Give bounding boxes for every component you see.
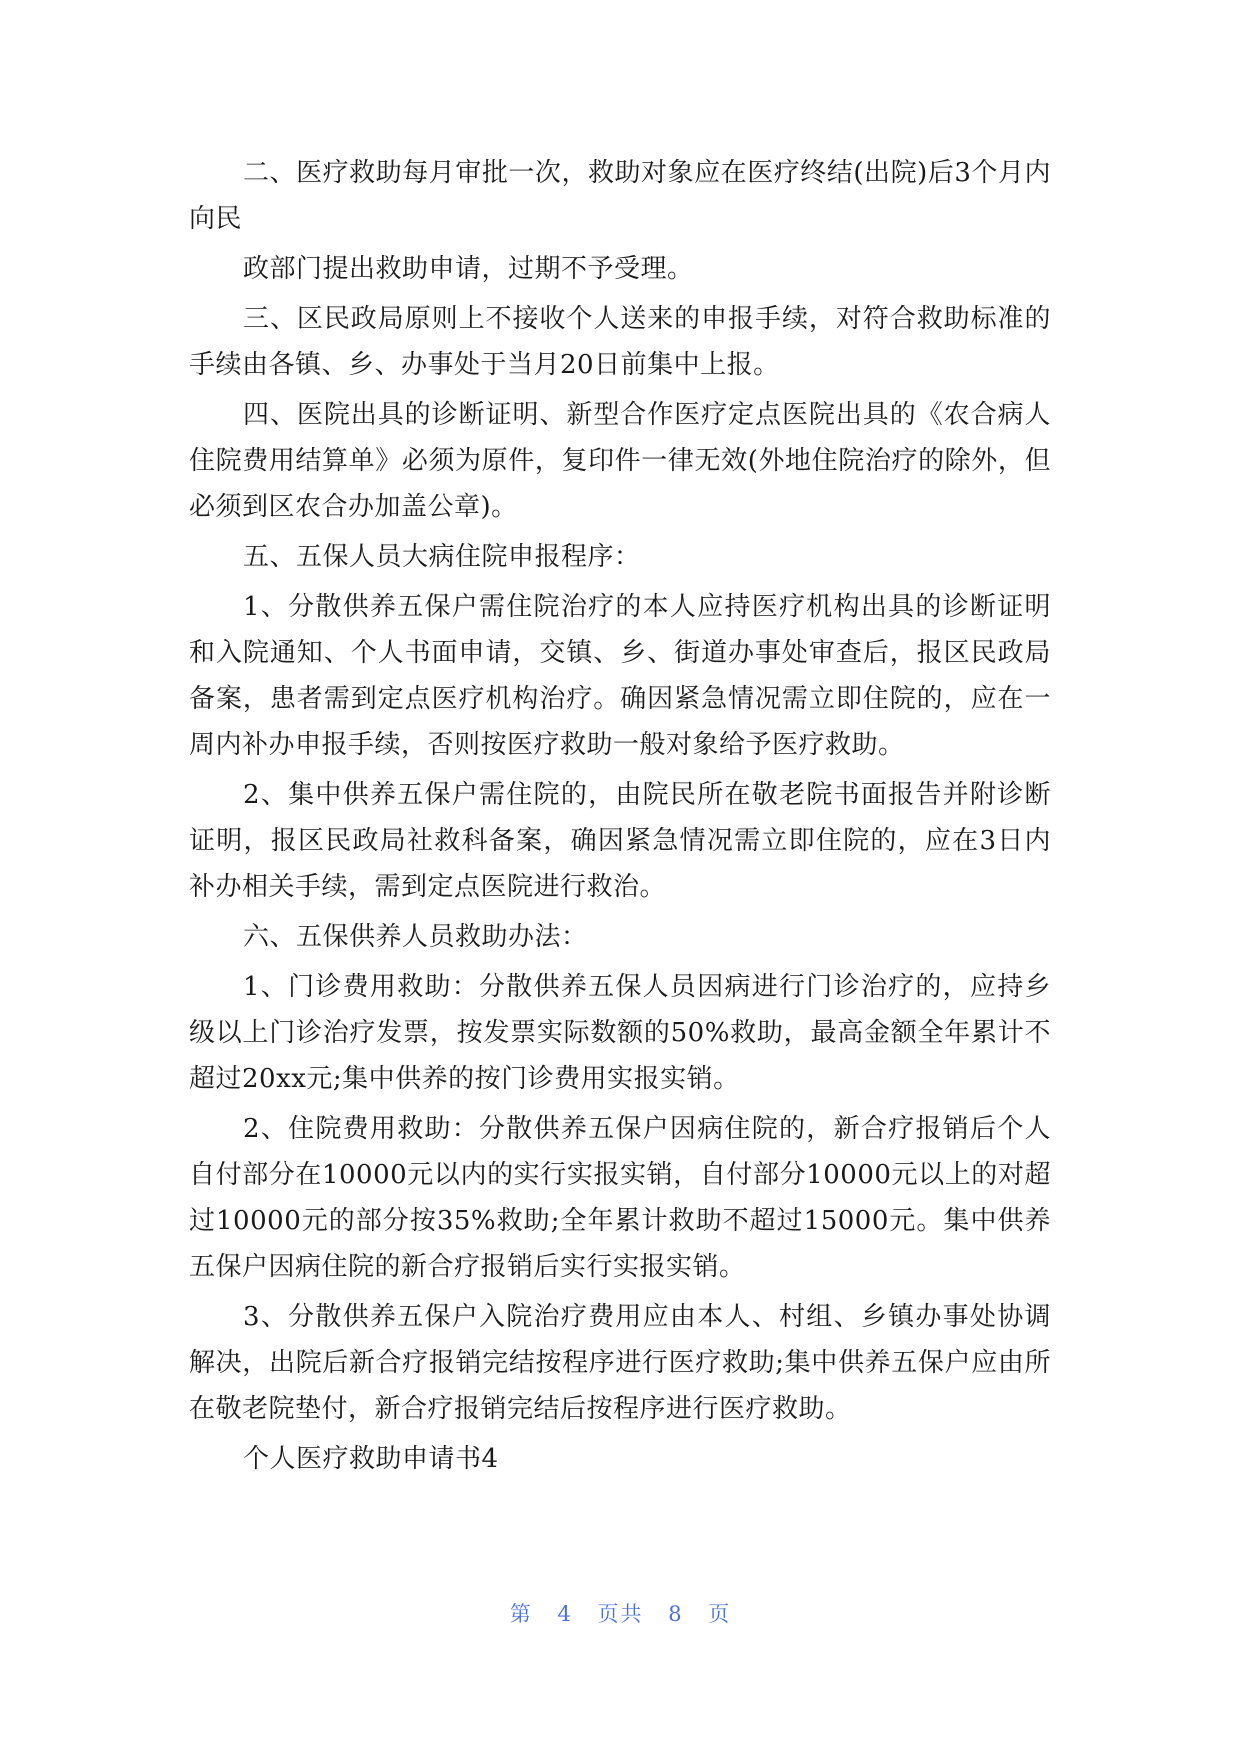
paragraph: 2、集中供养五保户需住院的，由院民所在敬老院书面报告并附诊断证明，报区民政局社救科备案，确因紧急情况需立即住院的，应在3日内补办相关手续，需到定点医院进行救治。 bbox=[189, 780, 1051, 902]
paragraph: 3、分散供养五保户入院治疗费用应由本人、村组、乡镇办事处协调解决，出院后新合疗报销完结按程序进行医疗救助;集中供养五保户应由所在敬老院垫付，新合疗报销完结后按程序进行医疗救助。 bbox=[189, 1302, 1051, 1424]
section-heading: 五、五保人员大病住院申报程序： bbox=[243, 542, 641, 572]
paragraph: 政部门提出救助申请，过期不予受理。 bbox=[243, 254, 694, 284]
footer-label-of: 页共 bbox=[597, 1602, 644, 1626]
document-body bbox=[189, 150, 1051, 1482]
paragraph: 2、住院费用救助：分散供养五保户因病住院的，新合疗报销后个人自付部分在10000元以内的实行实报实销，自付部分10000元以上的对超过10000元的部分按35%救助;全年累计救助不超过15000元。集中供养五保户因病住院的新合疗报销后实行实报实销。 bbox=[189, 1114, 1051, 1282]
document-title: 个人医疗救助申请书4 bbox=[243, 1444, 499, 1474]
paragraph: 二、医疗救助每月审批一次，救助对象应在医疗终结(出院)后3个月内向民 bbox=[189, 158, 1051, 234]
footer-total-pages: 8 bbox=[668, 1602, 684, 1626]
page-footer bbox=[0, 1598, 1241, 1628]
footer-label-page: 第 bbox=[509, 1602, 533, 1626]
paragraph: 三、区民政局原则上不接收个人送来的申报手续，对符合救助标准的手续由各镇、乡、办事处于当月20日前集中上报。 bbox=[189, 304, 1051, 380]
paragraph: 1、门诊费用救助：分散供养五保人员因病进行门诊治疗的，应持乡级以上门诊治疗发票，按发票实际数额的50%救助，最高金额全年累计不超过20xx元;集中供养的按门诊费用实报实销。 bbox=[189, 972, 1051, 1094]
paragraph: 四、医院出具的诊断证明、新型合作医疗定点医院出具的《农合病人住院费用结算单》必须为原件，复印件一律无效(外地住院治疗的除外，但必须到区农合办加盖公章)。 bbox=[189, 400, 1051, 522]
footer-current-page: 4 bbox=[557, 1602, 573, 1626]
footer-label-end: 页 bbox=[708, 1602, 732, 1626]
paragraph: 1、分散供养五保户需住院治疗的本人应持医疗机构出具的诊断证明和入院通知、个人书面申请，交镇、乡、街道办事处审查后，报区民政局备案，患者需到定点医疗机构治疗。确因紧急情况需立即住院的，应在一周内补办申报手续，否则按医疗救助一般对象给予医疗救助。 bbox=[189, 592, 1051, 760]
section-heading: 六、五保供养人员救助办法： bbox=[243, 922, 588, 952]
